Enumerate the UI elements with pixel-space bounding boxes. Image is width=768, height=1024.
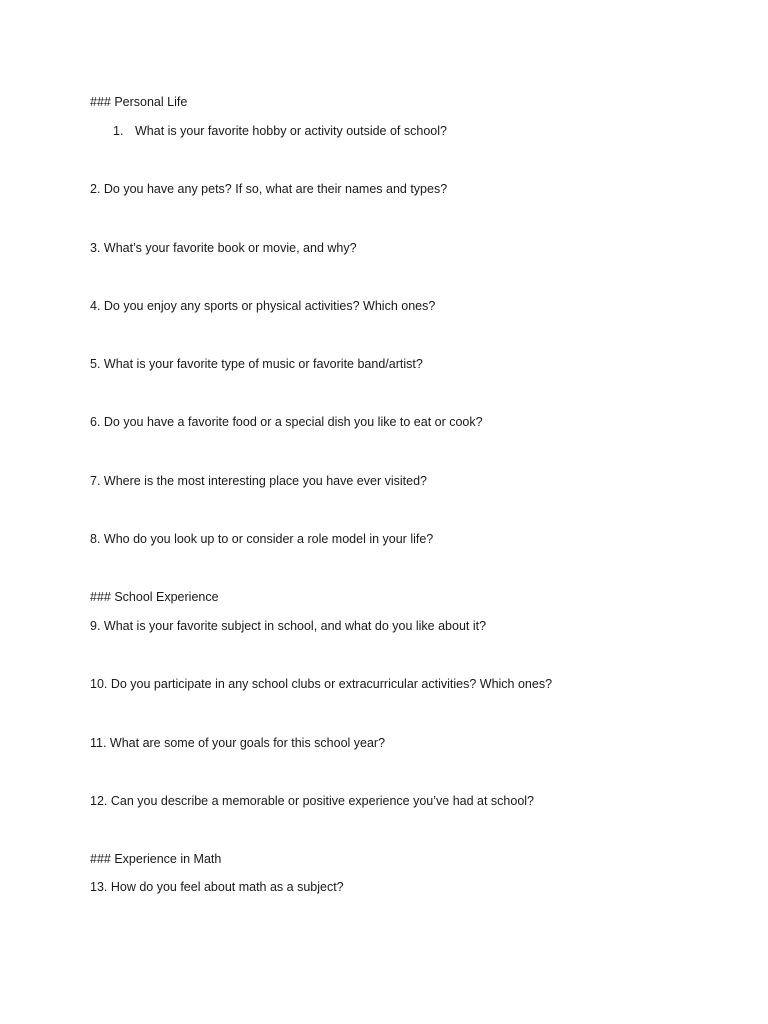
question-3: 3. What’s your favorite book or movie, and why? <box>90 241 357 255</box>
question-13: 13. How do you feel about math as a subject? <box>90 880 344 894</box>
section-heading-school-experience: ### School Experience <box>90 590 219 604</box>
list-number: 1. <box>113 124 124 138</box>
question-5: 5. What is your favorite type of music or favorite band/artist? <box>90 357 423 371</box>
question-2: 2. Do you have any pets? If so, what are their names and types? <box>90 182 448 196</box>
question-11: 11. What are some of your goals for this school year? <box>90 736 386 750</box>
section-heading-personal-life: ### Personal Life <box>90 95 188 109</box>
question-10: 10. Do you participate in any school clubs or extracurricular activities? Which ones? <box>90 677 553 691</box>
question-8: 8. Who do you look up to or consider a role model in your life? <box>90 532 434 546</box>
question-9: 9. What is your favorite subject in school, and what do you like about it? <box>90 619 487 633</box>
question-4: 4. Do you enjoy any sports or physical activities? Which ones? <box>90 299 436 313</box>
question-12: 12. Can you describe a memorable or positive experience you’ve had at school? <box>90 794 535 808</box>
question-text: What is your favorite hobby or activity outside of school? <box>135 124 447 138</box>
question-7: 7. Where is the most interesting place you have ever visited? <box>90 474 427 488</box>
section-heading-experience-in-math: ### Experience in Math <box>90 852 222 866</box>
question-6: 6. Do you have a favorite food or a special dish you like to eat or cook? <box>90 415 483 429</box>
list-item <box>113 123 447 139</box>
